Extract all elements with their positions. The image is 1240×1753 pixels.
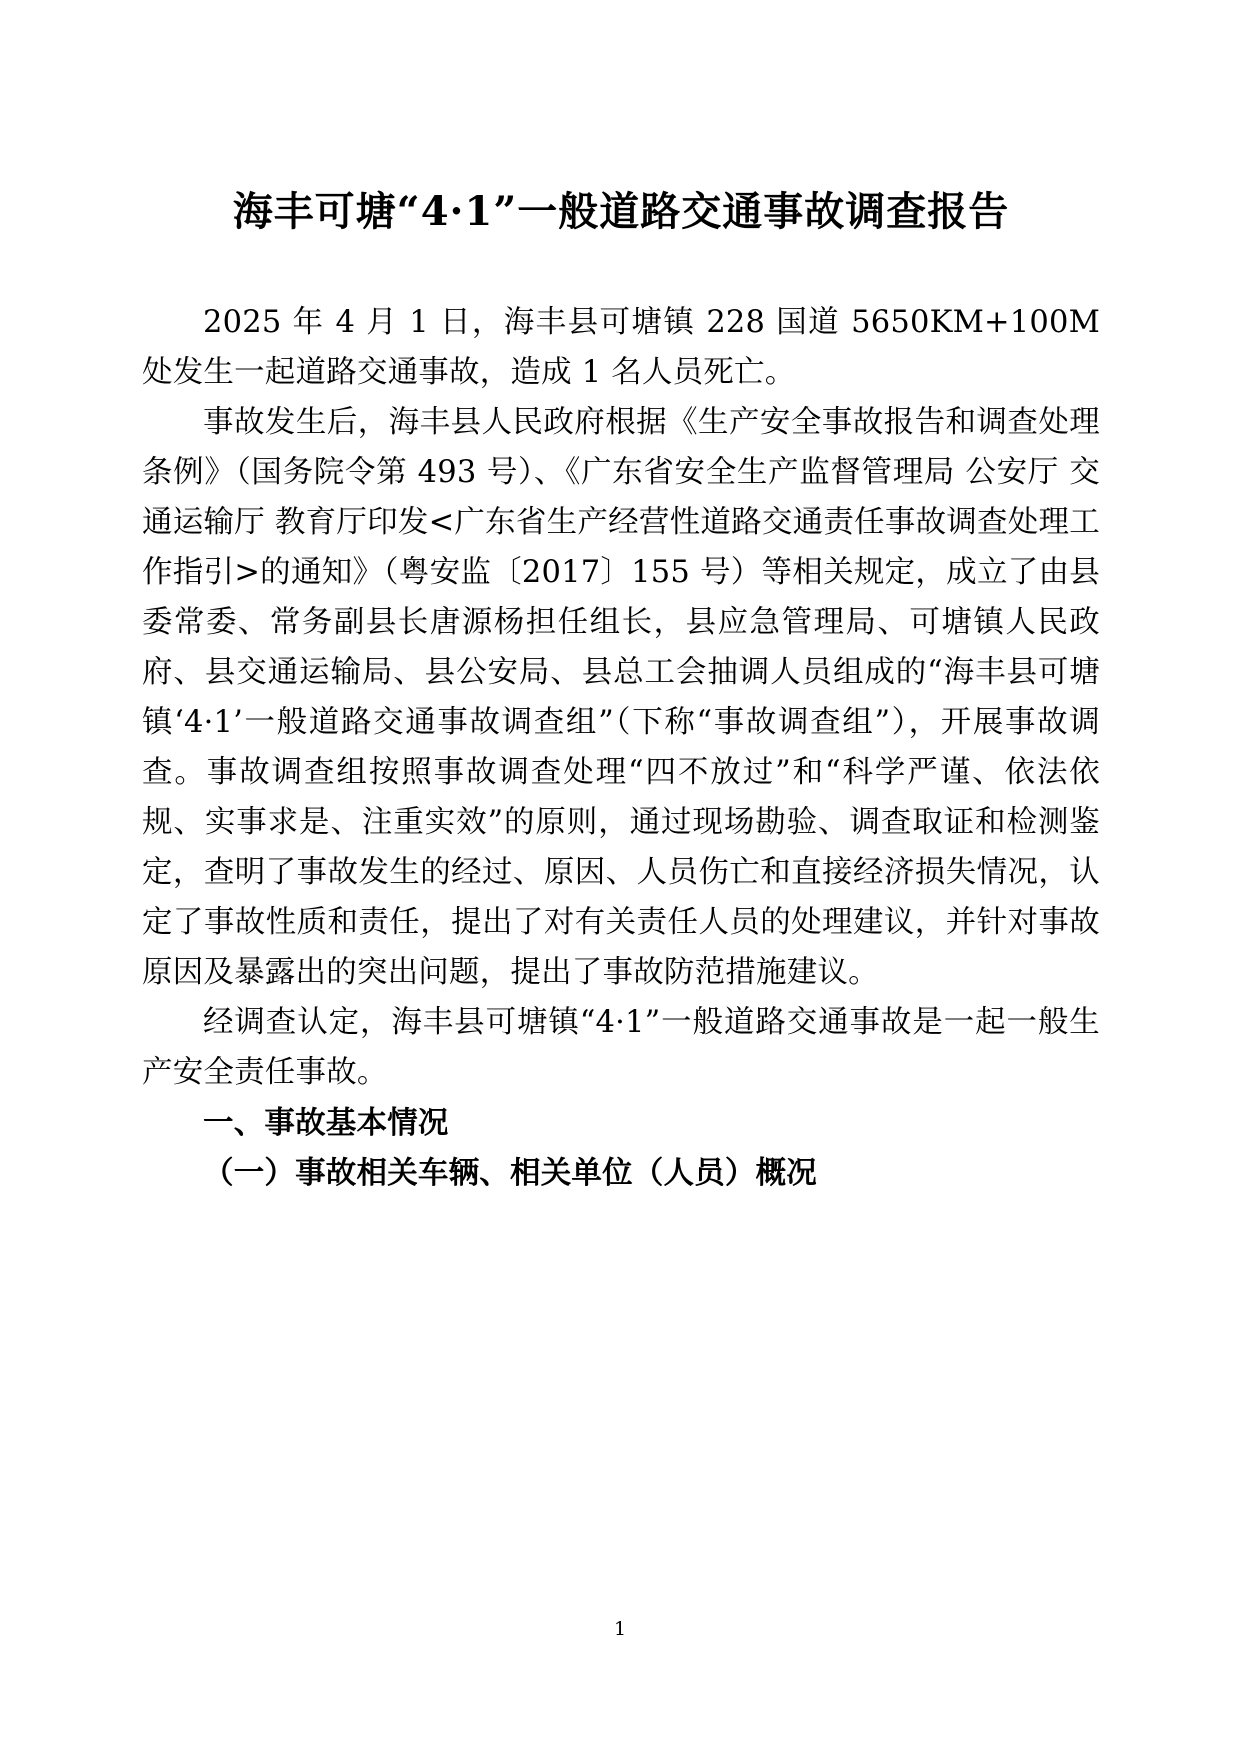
page-title: 海丰可塘“4·1”一般道路交通事故调查报告 bbox=[232, 188, 1010, 235]
page-number: 1 bbox=[613, 1618, 627, 1640]
heading-subsection-one-one: （一）事故相关车辆、相关单位（人员）概况 bbox=[203, 1155, 817, 1191]
paragraph-incident-summary: 2025 年 4 月 1 日，海丰县可塘镇 228 国道 5650KM+100M 处发生一起道路交通事故，造成 1 名人员死亡。 bbox=[142, 305, 1100, 390]
paragraph-investigation-team: 事故发生后，海丰县人民政府根据《生产安全事故报告和调查处理条例》（国务院令第 493 号）、《广东省安全生产监督管理局 公安厅 交通运输厅 教育厅印发<广东省生产经营性道路交通责任事故调查处理工作指引>的通知》（粤安监〔2017〕155 号）等相关规定，成立了由县委常委、常务副县长唐源杨担任组长，县应急管理局、可塘镇人民政府、县交通运输局、县公安局、县总工会抽调人员组成的“海丰县可塘镇‘4·1’一般道路交通事故调查组”（下称“事故调查组”），开展事故调查。事故调查组按照事故调查处理“四不放过”和“科学严谨、依法依规、实事求是、注重实效”的原则，通过现场勘验、调查取证和检测鉴定，查明了事故发生的经过、原因、人员伤亡和直接经济损失情况，认定了事故性质和责任，提出了对有关责任人员的处理建议，并针对事故原因及暴露出的突出问题，提出了事故防范措施建议。 bbox=[142, 405, 1100, 990]
paragraph-conclusion: 经调查认定，海丰县可塘镇“4·1”一般道路交通事故是一起一般生产安全责任事故。 bbox=[142, 1005, 1100, 1090]
document-content bbox=[142, 0, 1100, 1198]
document-body bbox=[142, 298, 1100, 1198]
heading-section-one: 一、事故基本情况 bbox=[203, 1105, 449, 1141]
